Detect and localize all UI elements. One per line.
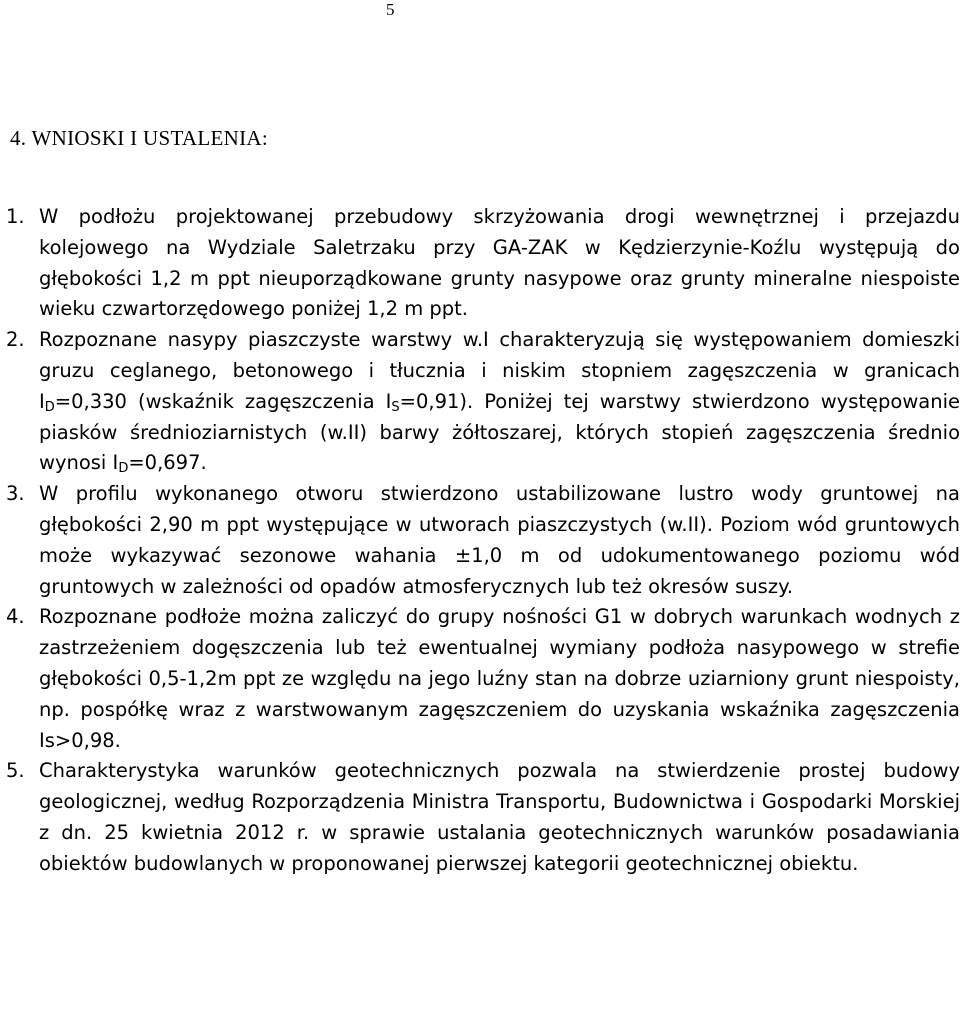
- item-text-part-1: Rozpoznane nasypy piaszczyste warstwy w.I charakteryzują się występowaniem domieszki gruzu ceglanego, betonowego i tłucznia i niskim stopniem zagęszczenia w granicach I: [39, 328, 960, 413]
- list-item-3: [6, 479, 960, 602]
- item-text: W podłożu projektowanej przebudowy skrzyżowania drogi wewnętrznej i przejazdu kolejowego na Wydziale Saletrzaku przy GA-ZAK w Kędzierzynie-Koźlu występują do głębokości 1,2 m ppt nieuporządkowane grunty nasypowe oraz grunty mineralne niespoiste wieku czwartorzędowego poniżej 1,2 m ppt.: [39, 205, 960, 321]
- item-text-part-2: =0,330 (wskaźnik zagęszczenia I: [54, 389, 392, 413]
- item-number: 1.: [6, 205, 25, 228]
- subscript-d: D: [118, 461, 129, 477]
- item-text-part-4: =0,697.: [128, 451, 207, 475]
- list-item-1: [6, 202, 960, 325]
- item-number: 2.: [6, 328, 25, 352]
- subscript-s: S: [391, 399, 400, 415]
- list-item-4: [6, 602, 960, 756]
- conclusions-list: [6, 202, 960, 880]
- item-text-part-3: =0,91). Poniżej tej warstwy stwierdzono występowanie piasków średnioziarnistych (w.II) barwy żółtoszarej, których stopień zagęszczenia średnio wynosi I: [39, 389, 960, 475]
- item-text: Rozpoznane podłoże można zaliczyć do grupy nośności G1 w dobrych warunkach wodnych z zastrzeżeniem dogęszczenia lub też ewentualnej wymiany podłoża nasypowego w strefie głębokości 0,5-1,2m ppt ze względu na jego luźny stan na dobrze uziarniony grunt niespoisty, np. pospółkę wraz z warstwowanym zagęszczeniem do uzyskania wskaźnika zagęszczenia Is>0,98.: [39, 605, 960, 752]
- subscript-d: D: [44, 399, 55, 415]
- item-number: 5.: [6, 759, 25, 783]
- item-number: 3.: [6, 482, 25, 506]
- item-text: W profilu wykonanego otworu stwierdzono ustabilizowane lustro wody gruntowej na głębokości 2,90 m ppt występujące w utworach piaszczystych (w.II). Poziom wód gruntowych może wykazywać sezonowe wahania ±1,0 m od udokumentowanego poziomu wód gruntowych w zależności od opadów atmosferycznych lub też okresów suszy.: [39, 482, 960, 598]
- list-item-2: [6, 325, 960, 479]
- item-number: 4.: [6, 605, 25, 629]
- item-text: Charakterystyka warunków geotechnicznych pozwala na stwierdzenie prostej budowy geologicznej, według Rozporządzenia Ministra Transportu, Budownictwa i Gospodarki Morskiej z dn. 25 kwietnia 2012 r. w sprawie ustalania geotechnicznych warunków posadawiania obiektów budowlanych w proponowanej pierwszej kategorii geotechnicznej obiektu.: [39, 759, 960, 875]
- section-heading: 4. WNIOSKI I USTALENIA:: [10, 126, 268, 150]
- page-number: 5: [386, 0, 395, 19]
- list-item-5: [6, 756, 960, 879]
